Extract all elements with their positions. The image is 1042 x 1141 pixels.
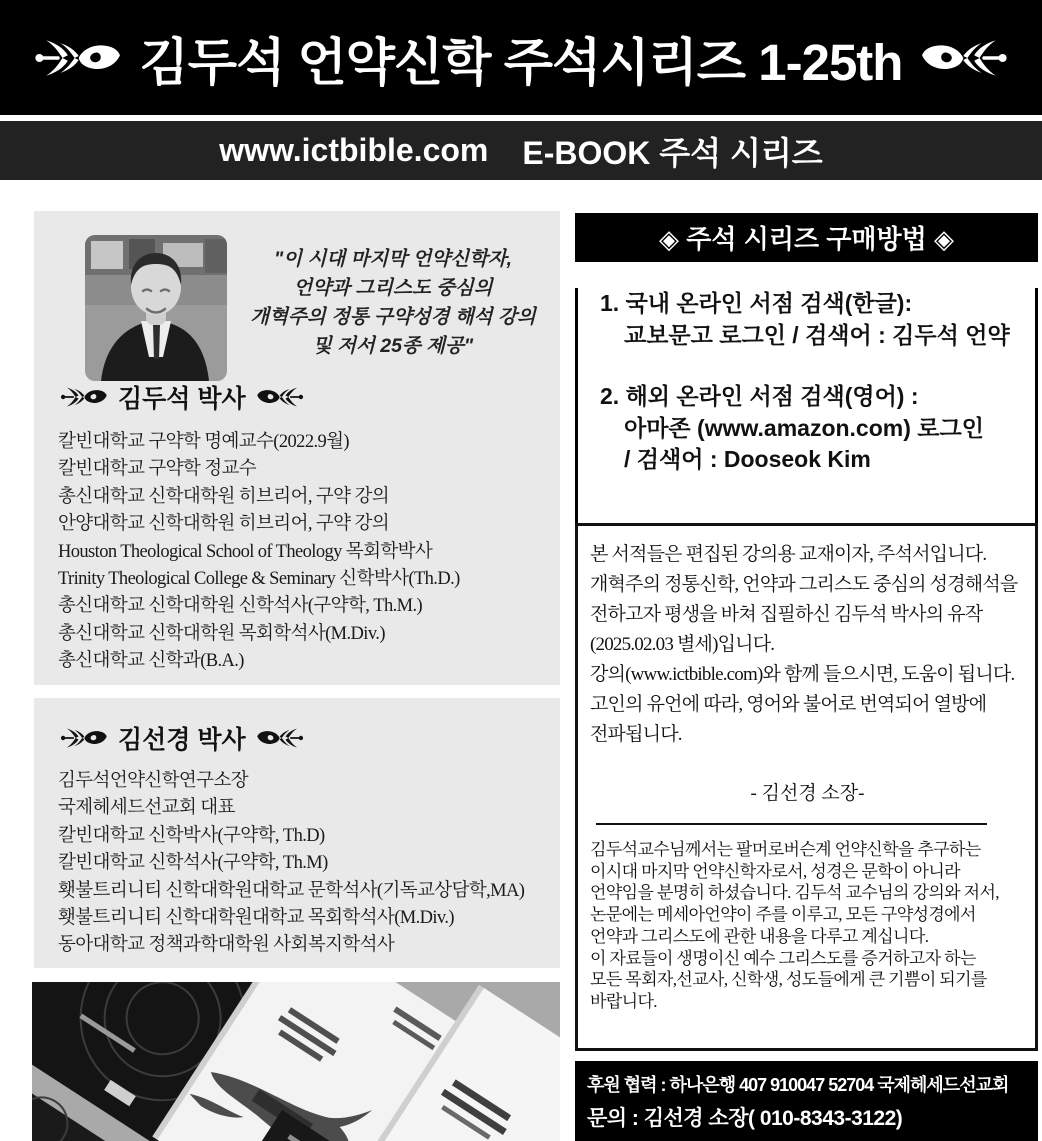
purchase-step-line: 아마존 (www.amazon.com) 로그인	[624, 414, 984, 441]
credentials-list	[58, 429, 460, 676]
credential-line: 총신대학교 신학대학원 목회학석사(M.Div.)	[58, 623, 385, 644]
purchase-body	[575, 288, 1038, 528]
portrait-illustration	[85, 235, 227, 381]
books-photo	[32, 982, 560, 1141]
info-line: 언약과 그리스도에 관한 내용을 다루고 계십니다.	[590, 926, 929, 946]
heading-kim-sunkyung	[58, 720, 306, 756]
purchase-step-line: 1. 국내 온라인 서점 검색(한글):	[600, 290, 913, 316]
purchase-text: /	[624, 446, 637, 472]
quote-block	[232, 245, 554, 361]
purchase-step-line: 2. 해외 온라인 서점 검색(영어) :	[600, 383, 919, 409]
info-line: 본 서적들은 편집된 강의용 교재이자, 주석서입니다.	[590, 544, 987, 565]
fleuron-right-icon	[920, 35, 1008, 81]
info-line: (2025.02.03 별세)입니다.	[590, 634, 775, 655]
credential-line: 총신대학교 신학대학원 신학석사(구약학, Th.M.)	[58, 596, 423, 617]
purchase-step-line	[600, 320, 1035, 352]
info-line: 고인의 유언에 따라, 영어와 불어로 번역되어 열방에	[590, 694, 987, 715]
info-line: 이 자료들이 생명이신 예수 그리스도를 증거하고자 하는	[590, 948, 976, 968]
info-paragraph-1	[590, 540, 1025, 750]
credential-line: 칼빈대학교 신학박사(구약학, Th.D)	[58, 825, 325, 846]
profile-card-kim-sunkyung	[34, 698, 560, 968]
divider-line	[596, 823, 987, 825]
info-paragraph-2	[590, 839, 1025, 1013]
fleuron-left-icon	[58, 727, 110, 749]
info-line: 개혁주의 정통신학, 언약과 그리스도 중심의 성경해석을	[590, 574, 1018, 595]
purchase-header: ◈ 주석 시리즈 구매방법 ◈	[575, 213, 1038, 262]
fleuron-right-icon	[254, 727, 306, 749]
info-line: 전파됩니다.	[590, 724, 682, 745]
purchase-text: 교보문고 로그인 /	[624, 321, 806, 348]
fleuron-left-icon	[58, 386, 110, 408]
doctor-name: 김선경 박사	[118, 726, 246, 754]
credential-line: 총신대학교 신학대학원 히브리어, 구약 강의	[58, 486, 390, 507]
portrait-photo	[85, 235, 227, 381]
credentials-list	[58, 768, 524, 960]
info-box	[575, 523, 1038, 1051]
quote-line: 언약과 그리스도 중심의	[293, 277, 493, 299]
quote-line: "이 시대 마지막 언약신학자,	[273, 248, 513, 270]
credential-line: 칼빈대학교 구약학 명예교수(2022.9월)	[58, 432, 349, 452]
page-title: 김두석 언약신학 주석시리즈 1-25th	[139, 33, 903, 91]
doctor-name: 김두석 박사	[118, 385, 246, 413]
signature: - 김선경 소장-	[750, 783, 865, 804]
search-keyword-english: 검색어 : Dooseok Kim	[636, 446, 871, 472]
purchase-step-domestic	[600, 288, 1035, 351]
info-line: 김두석교수님께서는 팔머로버슨계 언약신학을 추구하는	[590, 840, 981, 859]
credential-line: 국제헤세드선교회 대표	[58, 798, 235, 819]
main-banner	[0, 0, 1042, 115]
credential-line: 동아대학교 정책과학대학원 사회복지학석사	[58, 935, 395, 956]
credential-line: 횃불트리니티 신학대학원대학교 목회학석사(M.Div.)	[58, 908, 454, 929]
ebook-series-label: E-BOOK 주석 시리즈	[522, 134, 823, 171]
credential-line: 횃불트리니티 신학대학원대학교 문학석사(기독교상담학,MA)	[58, 880, 525, 901]
website-url: www.ictbible.com	[219, 132, 489, 168]
sponsor-bank-info: 후원 협력 : 하나은행 407 910047 52704 국제헤세드선교회	[587, 1074, 1009, 1095]
info-line: 모든 목회자,선교사, 신학생, 성도들에게 큰 기쁨이 되기를	[590, 970, 987, 990]
credential-line: 안양대학교 신학대학원 히브리어, 구약 강의	[58, 514, 390, 535]
credential-line: Trinity Theological College & Seminary 신학박사(Th.D.)	[58, 569, 460, 590]
credential-line: 칼빈대학교 신학석사(구약학, Th.M)	[58, 853, 328, 874]
credential-line: Houston Theological School of Theology 목회학박사	[58, 541, 433, 562]
quote-line: 개혁주의 정통 구약성경 해석 강의	[250, 306, 536, 328]
info-line: 바랍니다.	[590, 991, 657, 1011]
fleuron-left-icon	[34, 35, 122, 81]
fleuron-right-icon	[254, 386, 306, 408]
info-line: 논문에는 메세아언약이 주를 이루고, 모든 구약성경에서	[590, 905, 976, 925]
credential-line: 총신대학교 신학과(B.A.)	[58, 651, 244, 672]
footer-box	[575, 1061, 1038, 1141]
search-keyword-korean: 검색어 : 김두석 언약	[805, 321, 1010, 348]
quote-line: 및 저서 25종 제공"	[312, 335, 474, 357]
info-line: 전하고자 평생을 바쳐 집필하신 김두석 박사의 유작	[590, 604, 983, 625]
info-line: 언약임을 분명히 하셨습니다. 김두석 교수님의 강의와 저서,	[590, 883, 999, 903]
purchase-step-line	[600, 444, 1035, 476]
purchase-step-overseas	[600, 381, 1035, 476]
info-line: 강의(www.ictbible.com)와 함께 들으시면, 도움이 됩니다.	[590, 664, 1015, 685]
heading-kim-dooseok	[58, 379, 306, 415]
info-line: 이시대 마지막 언약신학자로서, 성경은 문학이 아니라	[590, 861, 960, 881]
credential-line: 김두석언약신학연구소장	[58, 771, 248, 791]
contact-info: 문의 : 김선경 소장( 010-8343-3122)	[587, 1106, 903, 1130]
credential-line: 칼빈대학교 구약학 정교수	[58, 459, 257, 480]
purchase-box	[575, 213, 1038, 528]
profile-card-kim-dooseok	[34, 211, 560, 685]
sub-banner	[0, 121, 1042, 180]
